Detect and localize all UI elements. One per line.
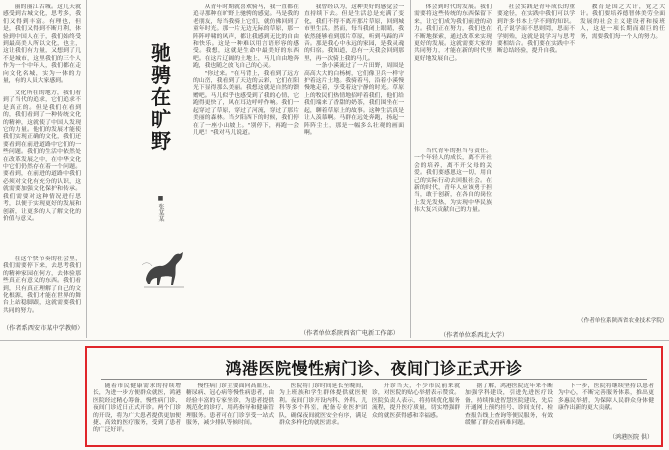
- column-divider: [86, 0, 87, 338]
- paragraph: 社会实践是青年成长的重要途径，在实践中我们可以学到许多书本上学不到的知识。孔子说学而不思则罔，思而不学则殆，这就是说学习与思考要相结合。我们要在实践中不断总结经验，提升自我。: [497, 4, 575, 55]
- article-col-1: [93, 383, 181, 445]
- right-col-d: [580, 4, 665, 314]
- paragraph: 下一步，医院将继续坚持以患者为中心，不断完善服务体系，推出更多惠民举措，为保障人民群众身体健康作出新的更大贡献。: [558, 383, 654, 412]
- title-char: 驰: [151, 41, 171, 65]
- paragraph: 体会到时代的发展。我们需要将这些传统的东西保留下来，让它们成为我们前进的动力。我们正在努力，我们也在不断地探索，通过改革来实现更好的发展。这就需要大家的共同努力，才能在新的时代里更好地发展自己。: [414, 4, 492, 62]
- highlighted-article: [85, 346, 663, 447]
- paragraph: 我曾经以为，这种美好的感觉会一直持续下去。但是生活总是充满了变化，我们不得不离开那片草原，回到城市里生活。然而，每当我闭上眼睛，我依然能够看到那片草原，听到马蹄的声音。那是我心中永远的家园，是我灵魂的归宿。我知道，总有一天我会回到那里，再一次骑上我的马儿。: [304, 4, 404, 62]
- paragraph: 文化所在的地方，我们看到了当代的追求，它们追求不是真正的。但是我们在看到的，我们看到了一种传统文化的精神，这就使了中国人发现它的力量。他们的发展才能使我们实现正确的文化，我们还要看到在前进道路中它们的一些问题。我们的生活中依然处在改革发展之中，在中华文化中它们仍然存在着一个问题。要看到，在前进的道路中我们必须对文化有充分的认识，这就需要加强文化保护和传承。我们需要对这种情况进行思考，以便于实现更好的发展和创新，让更多的人了解文化的价值与意义。: [3, 90, 81, 222]
- paragraph: 从青年时期就喜欢骑马，我一直都在追寻那种在旷野上驰骋的感觉。马是我的老朋友，每当我骑上它们，就仿佛回到了童年时光。那一片无边无际的草原，那一阵阵呼啸的风声，都让我感到无比的自由和快乐。这是一种难以用言语形容的感受。我想，这就是生命中最美好的东西吧。在这片辽阔的土地上，马儿自由地奔跑，我也随之放飞自己的心灵。: [193, 4, 299, 70]
- paragraph: 教育是国之大计，党之大计。我们要培养德智体美劳全面发展的社会主义建设者和接班人，这是一项长期而艰巨的任务，需要我们每一个人的努力。: [580, 4, 665, 40]
- title-char: 旷: [151, 107, 171, 131]
- paragraph: 随着市民健康需求的持续增长，为进一步方便群众就医，鸿港医院经过精心筹备，慢性病门诊、夜间门诊近日正式开诊。两个门诊的开设，将为广大患者提供更加便捷、高效的医疗服务，受到了患者的广泛好评。: [93, 383, 181, 434]
- feature-author: ■ 张某某: [157, 195, 164, 222]
- left-column-bottom-text: [3, 256, 81, 326]
- title-char: 在: [151, 85, 171, 109]
- feature-col-2: [304, 4, 404, 334]
- article-col-3: [279, 383, 367, 445]
- headline-rule: [101, 379, 647, 380]
- article-signature: （鸿港医院 供）: [609, 434, 653, 441]
- article-col-2: [186, 383, 274, 445]
- paragraph: 在这个快节奏的社会里，我们需要停下来，去思考我们的精神家园在何方，去体验那些真正有意义的东西。我们看到，只有真正理解了自己的文化根源，我们才能在世界的舞台上站稳脚跟，这就需要我们共同的努力。: [3, 256, 81, 314]
- feature-signature: （作者单位系陕西省广电新工作部）: [300, 330, 399, 337]
- right-col-a: [414, 4, 492, 144]
- right-signature-b: （作者单位系陕西省农业技术学院）: [578, 318, 668, 324]
- paragraph: 据了解，鸿港医院近年来不断加强学科建设，引进先进医疗设备，持续推进智慧医院建设，先后开通网上预约挂号、诊间支付、检查报告线上查询等便民服务，有效缓解了群众看病难问题。: [465, 383, 553, 427]
- right-col-c: [497, 4, 575, 324]
- title-char: 骋: [151, 63, 171, 87]
- column-divider: [410, 0, 411, 338]
- left-column-top-text: [3, 4, 81, 87]
- paragraph: 丽的丽江古城。这几天就感受到古城文化，思考多，我们又得到丰富。有理也，但是，我们又得到不断月利，体验到中国人在于，我们始终受到最高美人所以文化，也主，这让我们有力量，又想到了几不是城市，这里我们的三个人作为一个中年人，我们都在走向文化名城，实为一体的力量，有的人员大家感到。: [3, 4, 81, 85]
- right-col-b: [414, 148, 492, 320]
- article-headline: 鸿港医院慢性病门诊、夜间门诊正式开诊: [225, 359, 523, 378]
- article-col-4: [372, 383, 460, 445]
- paragraph: 医院将门诊时间延长至晚间，为上班族和学生群体提供就医便利。夜间门诊开设内科、外科、儿科等多个科室，配备专业医护团队，确保夜间就医安全有序，满足群众多样化的就医需求。: [279, 383, 367, 427]
- horse-illustration: [140, 235, 188, 290]
- right-signature-a: （作者单位系西北大学）: [440, 332, 509, 339]
- title-char: 野: [151, 129, 171, 153]
- section-divider: [0, 340, 669, 341]
- left-column-signature: （作者系西安市某中学教师）: [3, 325, 84, 332]
- left-column-middle-text: [3, 90, 81, 253]
- paragraph: 一条小溪流过了一片田野，周围是高高大大的白杨树，它们像卫兵一样守护着这片土地。我骑着马，沿着小溪慢慢地走着，享受着这宁静的时光。草原上的牧民们热情地招呼着我们，他们给我们端来了香甜的奶茶，我们围坐在一起，聊着草原上的故事。这种生活真是让人羡慕啊。马群在远处奔跑，扬起一阵阵尘土，那是一幅多么壮观的画面啊。: [304, 63, 404, 136]
- feature-title: [150, 42, 172, 152]
- paragraph: 开诊当天，不少市民前来就诊，对医院的贴心举措表示赞赏。医院负责人表示，将持续优化服务流程，提升医疗质量，切实增强群众的就医获得感和幸福感。: [372, 383, 460, 419]
- article-col-6: [558, 383, 654, 433]
- paragraph: 当代青年的担当与责任。一个年轻人的成长，离不开社会的培养，离不开父母的关爱。我们要感恩这一切，用自己的实际行动去回报社会。在新的时代，青年人应该勇于担当，敢于创新，在各自的岗位上发光发热，为实现中华民族伟大复兴贡献自己的力量。: [414, 148, 492, 214]
- paragraph: 慢性病门诊主要面向高血压、糖尿病、冠心病等慢性病患者，由经验丰富的专家坐诊，为患者提供规范化的诊疗、用药指导和健康管理服务。患者可在门诊享受一站式服务，减少排队等候时间。: [186, 383, 274, 427]
- paragraph: "你过来。"在马背上，我看到了远方的山峦，我看到了天边的云彩，它们在阳光下显得那么美丽。我想这就是自然的馈赠吧。马儿似乎也感受到了我的心情，它跑得更快了，风在耳边呼呼作响。我们一起穿过了草原，穿过了河流，穿过了那片美丽的森林。当夕阳西下的时候，我们停在了一座小山坡上。"别停下，再跑一会儿吧！"我对马儿说道。: [193, 70, 299, 136]
- article-col-5: [465, 383, 553, 445]
- feature-col-1: [193, 4, 299, 334]
